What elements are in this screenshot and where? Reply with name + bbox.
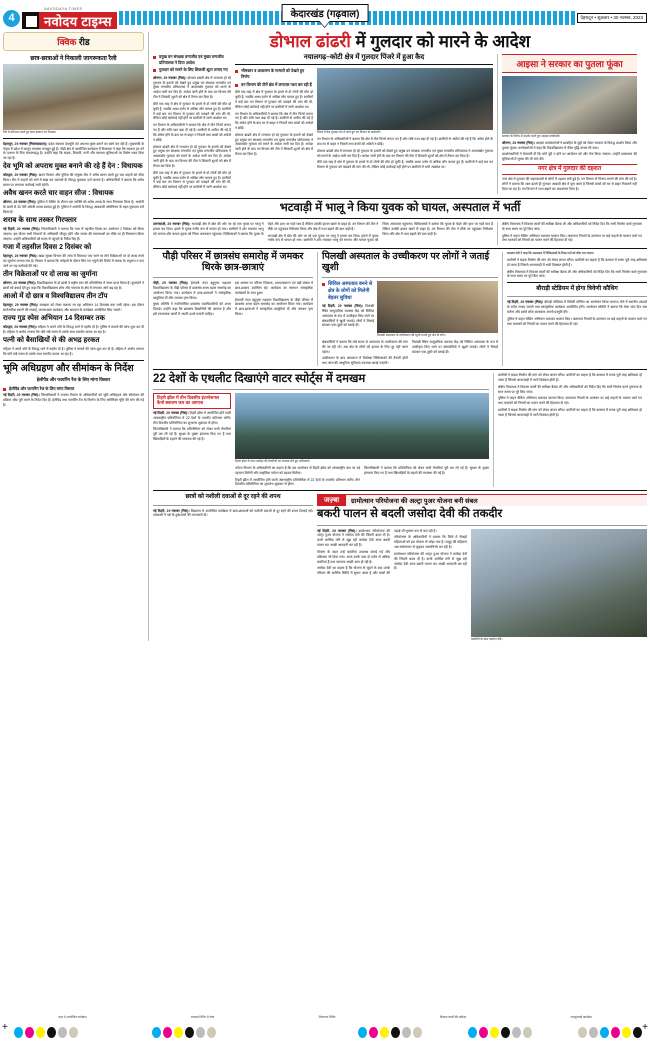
campus-headline[interactable]: पौड़ी परिसर में छात्रसंघ समारोह में जमकर थिरके छात्र-छात्राएं bbox=[162, 251, 304, 274]
color-registration-dots bbox=[0, 1022, 650, 1039]
reg-dot-magenta bbox=[163, 1027, 172, 1038]
campus-dateline: पौड़ी, 29 नवम्बर (निसं)। bbox=[153, 281, 189, 286]
left-story-1-headline[interactable]: अवैध खनन करते चार वाहन सीज : विधायक bbox=[3, 189, 114, 197]
aisa-body-1: प्रदर्शनकारियों ने चेतावनी दी कि मांगें पूरी न होने पर आंदोलन को और तेज किया जाएगा। उन्होंने छात्रावास की सुविधाओं में सुधार की भी मांग की। bbox=[502, 152, 637, 162]
hospital-bullets bbox=[322, 281, 374, 302]
right-rail-text-1 bbox=[507, 258, 647, 279]
sports-body-1: जिलाधिकारी ने बताया कि प्रतियोगिता को लेकर सभी तैयारियां पूरी कर ली गई हैं। सुरक्षा के पुख्ता इंतजाम किए गए हैं तथा खिलाड़ियों के ठहरने की व्यवस्था की गई है। bbox=[153, 427, 231, 442]
lead-col2-0: बीते एक माह में क्षेत्र में गुलदार के हमले से दो लोगों की मौत हो चुकी है, जबकि आधा दर्जन से अधिक लोग घायल हुए हैं। ग्रामीणों ने कई बार वन विभाग से गुलदार को पकड़ने की मांग की थी, लेकिन कोई कार्रवाई नहीं होने पर ग्रामीणों में भारी आक्रोश था। bbox=[235, 90, 313, 109]
footer-note: शहर में आयोजित कार्यक्रम bbox=[58, 1015, 87, 1019]
left-story-2-text bbox=[3, 200, 144, 214]
reg-dot-black bbox=[185, 1027, 194, 1038]
feature-photo bbox=[471, 529, 647, 637]
right-rail-text-2 bbox=[498, 373, 642, 418]
reg-dot-black bbox=[633, 1027, 642, 1038]
reg-dot-black bbox=[391, 1027, 400, 1038]
edition-tab: केदारखंड (गढ़वाल) bbox=[282, 4, 369, 22]
masthead-dateline: देहरादून • शुक्रवार • 30 नवम्बर, 2023 bbox=[577, 13, 648, 23]
aisa-headline[interactable]: आइसा ने सरकार का पुतला फूंका bbox=[516, 59, 623, 70]
left-story-5-body: विश्वविद्यालय के दो छात्रों ने राष्ट्रीय स्तर की प्रतियोगिता में स्थान प्राप्त किया है। कुलपति ने छात्रों को बधाई देते हुए कहा कि विश्वविद्यालय शोध और नवाचार के क्षेत्र में लगातार आगे बढ़ रहा है। bbox=[3, 280, 144, 290]
hospital-text-a bbox=[322, 304, 374, 328]
aisa-text bbox=[502, 141, 637, 162]
aisa-body-0: आइसा कार्यकर्ताओं ने छात्रहित के मुद्दों को लेकर सरकार के विरुद्ध प्रदर्शन किया और पुतला फूंका। कार्यकर्ताओं ने कहा कि विश्वविद्यालय में फीस वृद्धि वापस ली जाए। bbox=[502, 140, 637, 150]
sports-photo-caption: टिहरी झील में वाटर स्पोर्ट्स की तैयारियों का जायजा लेते हुए अधिकारी। bbox=[235, 459, 311, 464]
logo-text: नवोदय टाइम्स bbox=[39, 12, 117, 29]
right-rail-text-0 bbox=[502, 222, 642, 243]
lead-headline-black: में गुलदार को मारने के आदेश bbox=[355, 32, 531, 51]
left-story-8-text bbox=[3, 347, 144, 357]
reg-dot-magenta bbox=[611, 1027, 620, 1038]
reg-dot-cyan bbox=[358, 1027, 367, 1038]
quick-read-label-black: रीड bbox=[78, 37, 90, 47]
pledge-headline[interactable]: छात्रों को नशीली दवाओं से दूर रहने की शपथ bbox=[185, 494, 281, 501]
lead-col2-1: वन विभाग के अधिकारियों ने बताया कि क्षेत्र में तीन पिंजरे लगाए गए हैं और रात्रि गश्त बढ़ा दी गई है। ग्रामीणों से अपील की गई है कि अंधेरा होने के बाद घर से बाहर न निकलें तथा बच्चों को अकेले न छोड़ें। bbox=[235, 111, 313, 130]
left-story-3-headline[interactable]: गजा में तहसील दिवस 2 दिसंबर को bbox=[3, 243, 92, 251]
left-story-4-text bbox=[3, 254, 144, 268]
lead-col3-0: वन विभाग के अधिकारियों ने बताया कि क्षेत्र में तीन पिंजरे लगाए गए हैं और रात्रि गश्त बढ़ा दी गई है। ग्रामीणों से अपील की गई है कि अंधेरा होने के बाद घर से बाहर न निकलें तथा बच्चों को अकेले न छोड़ें। bbox=[317, 137, 493, 146]
logo-tagline: NAVODAYA TIMES bbox=[44, 7, 83, 11]
feature-body-4: ग्रामोत्थान परियोजना की अल्ट्रा पुअर योजना ने जसोदा देवी की जिंदगी बदल दी है। कभी आर्थिक तंगी से जूझ रही जसोदा देवी आज बकरी पालन कर अच्छी आमदनी कर रही हैं। bbox=[394, 551, 467, 571]
land-acquisition-bullets bbox=[3, 386, 144, 392]
reg-dot-grey bbox=[512, 1027, 521, 1038]
land-acquisition-text bbox=[3, 393, 144, 407]
left-story-7-text bbox=[3, 325, 144, 335]
reg-dot-black bbox=[47, 1027, 56, 1038]
bullet-item: हेलीपैड और फायरिंग रेंज के लिए मांगा विस्तार bbox=[3, 386, 144, 392]
hospital-photo-caption: पिलखी अस्पताल के उच्चीकरण की खुशी मनाते हुए क्षेत्र के लोग। bbox=[377, 333, 446, 338]
pledge-dateline: नई टिहरी, 29 नवम्बर (निसं)। bbox=[153, 508, 190, 513]
left-story-3-text bbox=[3, 227, 144, 241]
aisa-photo bbox=[502, 76, 637, 134]
reg-dot-grey bbox=[402, 1027, 411, 1038]
reg-dot-magenta bbox=[479, 1027, 488, 1038]
left-story-0-headline[interactable]: देव भूमि को अपराध मुक्त बनाने की रहे हैं देन : विधायक bbox=[3, 163, 143, 171]
sports-banner-box bbox=[153, 393, 231, 409]
hospital-dateline: नई टिहरी, 29 नवम्बर (निसं)। bbox=[322, 304, 363, 309]
lead-body-2: वन विभाग के अधिकारियों ने बताया कि क्षेत्र में तीन पिंजरे लगाए गए हैं और रात्रि गश्त बढ़ा दी गई है। ग्रामीणों से अपील की गई है कि अंधेरा होने के बाद घर से बाहर न निकलें तथा बच्चों को अकेले न छोड़ें। bbox=[153, 123, 231, 142]
land-acquisition-subhead: हेलीपैड और फायरिंग रेंज के लिए मांगा विस्तार bbox=[36, 376, 111, 382]
reg-dot-black bbox=[501, 1027, 510, 1038]
lead-para-0 bbox=[153, 76, 231, 190]
pledge-text bbox=[153, 509, 313, 519]
left-story-7-body-cont: महिला ने अपने पति के विरुद्ध थाने में तहरीर दी है। पुलिस ने मामले की जांच शुरू कर दी है। महिला ने आरोप लगाया कि पति लंबे समय से उसके साथ मारपीट करता आ रहा है। bbox=[3, 347, 144, 356]
footer-note: विकास कार्यों की समीक्षा bbox=[439, 1015, 467, 1019]
hospital-headline[interactable]: पिलखी अस्पताल के उच्चीकरण पर लोगों ने जताई खुशी bbox=[322, 251, 490, 274]
lead-col2-2: डोभाल ढांढरी क्षेत्र में लगातार हो रहे गुलदार के हमलों को देखते हुए प्रमुख वन संरक्षक वन्यजीव एवं मुख्य वन्यजीव प्रतिपालक ने आदमखोर गुलदार को मारने के आदेश जारी कर दिए हैं। आदेश जारी होने के बाद वन विभाग की टीम ने शिकारी शूटरों को क्षेत्र में तैनात कर दिया है। bbox=[235, 132, 313, 157]
bear-body-1: भटवाड़ी क्षेत्र में खेत की ओर जा रहे एक युवक पर भालू ने हमला कर दिया। हमले में युवक गंभीर रूप से घायल हो गया। ग्रामीणों ने शोर मचाकर भालू को भगाया और घायल युवक को जिला अस्पताल पहुंचाया। चिकित्सकों ने बताया कि युवक के चेहरे और हाथ पर गहरे घाव हैं लेकिन उसकी हालत खतरे से बाहर है। वन विभाग की टीम ने मौके पर पहुंचकर निरीक्षण किया और क्षेत्र में गश्त बढ़ाने की बात कही है। bbox=[267, 221, 493, 243]
right-rail-body-8: ग्रामीणों ने सड़क निर्माण की मांग को लेकर ज्ञापन सौंपा। ग्रामीणों का कहना है कि बरसात में रास्ता पूरी तरह क्षतिग्रस्त हो जाता है जिससे आवाजाही में भारी दिक्कत होती है। bbox=[498, 408, 642, 417]
lead-photo-caption: पिंजरे में कैद गुलदार को ले जाते हुए वन विभाग के कर्मचारी। bbox=[317, 130, 381, 135]
stadium-headline[interactable]: बौराड़ी स्टेडियम में होगा त्रिवेणी कौथिग bbox=[536, 286, 618, 293]
campus-body-2: इस अवसर पर परिसर निदेशक, प्राध्यापकगण एवं बड़ी संख्या में छात्र-छात्राएं उपस्थित रहे। कार्यक्रम का समापन सांस्कृतिक कार्यक्रमों के साथ हुआ। bbox=[235, 281, 313, 295]
lead-body-4: बीते एक माह में क्षेत्र में गुलदार के हमले से दो लोगों की मौत हो चुकी है, जबकि आधा दर्जन से अधिक लोग घायल हुए हैं। ग्रामीणों ने कई बार वन विभाग से गुलदार को पकड़ने की मांग की थी, लेकिन कोई कार्रवाई नहीं होने पर ग्रामीणों में भारी आक्रोश था। bbox=[153, 170, 231, 190]
sports-body-0: टिहरी झील में आयोजित होने वाली अंतरराष्ट्रीय प्रतियोगिता में 22 देशों के एथलीट प्रतिभाग करेंगे। तीन दिवसीय प्रतियोगिता का शुभारंभ शुक्रवार से होगा। bbox=[153, 410, 231, 425]
lead-headline-red: डोभाल ढांढरी bbox=[269, 32, 351, 51]
feature-photo-caption: बकरियों के साथ जसोदा देवी। bbox=[471, 636, 503, 641]
lead-col3-text bbox=[317, 137, 493, 170]
feature-body-1: योजना के तहत उन्हें बकरियां उपलब्ध कराई गईं और प्रशिक्षण भी दिया गया। आज उनके पास दो दर्जन से अधिक बकरियां हैं तथा सालाना अच्छी आय हो रही है। bbox=[317, 549, 390, 564]
sports-body-3: टिहरी झील में आयोजित होने वाली अंतरराष्ट्रीय प्रतियोगिता में 22 देशों के एथलीट प्रतिभाग करेंगे। तीन दिवसीय प्रतियोगिता का शुभारंभ शुक्रवार से होगा। bbox=[235, 477, 360, 487]
publication-logo[interactable] bbox=[22, 7, 117, 29]
left-story-2-dateline: श्रीनगर, 29 नवम्बर (निसं)। bbox=[3, 200, 37, 205]
bullet-item: गुलदार को मारने के लिए शिकारी शूटर लगाए गए bbox=[153, 67, 231, 73]
right-rail-body-7: पुलिस ने वाहन चेकिंग अभियान चलाकर चालान किए। यातायात नियमों के उल्लंघन पर कई वाहनों के चालान काटे गए तथा चालकों को नियमों का पालन करने की हिदायत दी गई। bbox=[498, 396, 642, 406]
aisa-sub-text bbox=[502, 177, 637, 191]
left-story-5-headline[interactable]: आओ में दो छात्र व विश्वविद्यालय तीन टॉप bbox=[3, 292, 108, 300]
lead-col3-1: डोभाल ढांढरी क्षेत्र में लगातार हो रहे गुलदार के हमलों को देखते हुए प्रमुख वन संरक्षक वन्यजीव एवं मुख्य वन्यजीव प्रतिपालक ने आदमखोर गुलदार को मारने के आदेश जारी कर दिए हैं। आदेश जारी होने के बाद वन विभाग की टीम ने शिकारी शूटरों को क्षेत्र में तैनात कर दिया है। bbox=[317, 148, 493, 158]
left-story-0-text bbox=[3, 142, 144, 161]
right-rail-body-6: क्षेत्रीय विधायक ने विकास कार्यों की समीक्षा बैठक ली और अधिकारियों को निर्देश दिए कि सभी निर्माण कार्य गुणवत्ता के साथ समय पर पूरे किए जाएं। bbox=[498, 384, 642, 394]
reg-dot-cyan bbox=[468, 1027, 477, 1038]
quick-read-label-red: क्विक bbox=[57, 37, 77, 47]
right-rail-body-2: ग्रामीणों ने सड़क निर्माण की मांग को लेकर ज्ञापन सौंपा। ग्रामीणों का कहना है कि बरसात में रास्ता पूरी तरह क्षतिग्रस्त हो जाता है जिससे आवाजाही में भारी दिक्कत होती है। bbox=[507, 257, 647, 267]
quick-read-subhead: छात्र-छात्राओं ने निकाली जागरूकता रैली bbox=[30, 56, 117, 62]
sports-text-b bbox=[235, 466, 489, 487]
reg-dot-tan bbox=[413, 1027, 422, 1038]
page-grid bbox=[0, 32, 650, 641]
left-column bbox=[3, 32, 149, 641]
land-acquisition-headline[interactable]: भूमि अधिग्रहण और सीमांकन के निर्देश bbox=[3, 362, 134, 374]
land-acquisition-dateline: नई टिहरी, 29 नवम्बर (निसं)। bbox=[3, 393, 40, 398]
registration-cross-left: + bbox=[2, 1022, 8, 1033]
land-acquisition-body: जिलाधिकारी ने राजस्व विभाग के अधिकारियों को भूमि अधिग्रहण और सीमांकन की प्रक्रिया शीघ्र पूरी करने के निर्देश दिए हैं। हेलीपैड तथा फायरिंग रेंज के निर्माण के लिए अतिरिक्त भूमि की मांग की गई है। bbox=[3, 393, 144, 407]
right-rail-body-5: ग्रामीणों ने सड़क निर्माण की मांग को लेकर ज्ञापन सौंपा। ग्रामीणों का कहना है कि बरसात में रास्ता पूरी तरह क्षतिग्रस्त हो जाता है जिससे आवाजाही में भारी दिक्कत होती है। bbox=[498, 373, 642, 382]
decorative-bar-right bbox=[349, 11, 575, 25]
reg-dot-cyan bbox=[600, 1027, 609, 1038]
bear-dateline: उत्तरकाशी, 29 नवम्बर (निसं)। bbox=[153, 221, 191, 226]
reg-dot-grey bbox=[196, 1027, 205, 1038]
lead-bullets-left bbox=[153, 54, 231, 73]
right-rail-body-1: पुलिस ने वाहन चेकिंग अभियान चलाकर चालान किए। यातायात नियमों के उल्लंघन पर कई वाहनों के चालान काटे गए तथा चालकों को नियमों का पालन करने की हिदायत दी गई। bbox=[502, 233, 642, 243]
reg-dot-yellow bbox=[36, 1027, 45, 1038]
bullet-item: वन विभाग की टीमें क्षेत्र में लगातार गश्त कर रही हैं bbox=[235, 82, 313, 88]
stadium-body: बौराड़ी स्टेडियम में त्रिवेणी कौथिग का आयोजन किया जाएगा। मेले में स्थानीय उत्पादों के स्टॉल लगाए जाएंगे तथा सांस्कृतिक कार्यक्रम आयोजित होंगे। आयोजन समिति ने बताया कि मेला पांच दिन तक चलेगा और इसमें लोक कलाकार अपनी प्रस्तुति देंगे। bbox=[507, 300, 647, 315]
campus-text bbox=[153, 281, 313, 319]
campus-body-3: हेमवती नंदन बहुगुणा गढ़वाल विश्वविद्यालय के पौड़ी परिसर में छात्रसंघ शपथ ग्रहण समारोह का आयोजन किया गया। कार्यक्रम में छात्र-छात्राओं ने सांस्कृतिक प्रस्तुतियां दीं और जमकर नृत्य किया। bbox=[235, 297, 313, 317]
stadium-dateline: नई टिहरी, 29 नवम्बर (निसं)। bbox=[507, 300, 544, 305]
sports-headline[interactable]: 22 देशों के एथलीट दिखाएंगे वाटर स्पोर्ट्स में दमखम bbox=[153, 373, 366, 386]
reg-dot-yellow bbox=[380, 1027, 389, 1038]
footer-notes bbox=[0, 1013, 650, 1019]
feature-body-2: जसोदा देवी का कहना है कि योजना से जुड़ने के बाद उनके परिवार की आर्थिक स्थिति में सुधार आया है और बच्चों की पढ़ाई भी सुचारू रूप से चल रही है। bbox=[317, 528, 437, 576]
reg-dot-tan bbox=[207, 1027, 216, 1038]
left-story-4-body: खाद्य सुरक्षा विभाग की जांच में मिलावट पाए जाने पर तीन विक्रेताओं पर दो लाख रुपये का जुर्माना लगाया गया है। विभाग ने बताया कि त्योहारों के दौरान लिए गए नमूनों की रिपोर्ट में मानक के अनुरूप न पाए जाने पर यह कार्रवाई की गई। bbox=[3, 254, 144, 268]
sports-body-2: पर्यटन विभाग के अधिकारियों का कहना है कि इस आयोजन से टिहरी झील को अंतरराष्ट्रीय स्तर पर नई पहचान मिलेगी और साहसिक पर्यटन को बढ़ावा मिलेगा। bbox=[235, 466, 360, 475]
feature-body-3: परियोजना के अधिकारियों ने बताया कि जिले में सैकड़ों महिलाओं को इस योजना से जोड़ा गया है। समूह की महिलाएं अब स्वरोजगार से जुड़कर आत्मनिर्भर बन रही हैं। bbox=[394, 535, 467, 550]
campus-body-0: हेमवती नंदन बहुगुणा गढ़वाल विश्वविद्यालय के पौड़ी परिसर में छात्रसंघ शपथ ग्रहण समारोह का आयोजन किया गया। कार्यक्रम में छात्र-छात्राओं ने सांस्कृतिक प्रस्तुतियां दीं और जमकर नृत्य किया। bbox=[153, 281, 231, 300]
page-number: 4 bbox=[3, 10, 20, 27]
sports-text-a bbox=[153, 411, 231, 442]
left-story-6-dateline: देहरादून, 29 नवम्बर (निसं)। bbox=[3, 303, 39, 307]
lead-body-1: बीते एक माह में क्षेत्र में गुलदार के हमले से दो लोगों की मौत हो चुकी है, जबकि आधा दर्जन से अधिक लोग घायल हुए हैं। ग्रामीणों ने कई बार वन विभाग से गुलदार को पकड़ने की मांग की थी, लेकिन कोई कार्रवाई नहीं होने पर ग्रामीणों में भारी आक्रोश था। bbox=[153, 101, 231, 121]
lead-headline[interactable] bbox=[153, 32, 647, 51]
reg-dot-tan bbox=[69, 1027, 78, 1038]
reg-dot-tan bbox=[523, 1027, 532, 1038]
hospital-body-0: पिलखी स्थित सामुदायिक स्वास्थ्य केंद्र को सिविल अस्पताल के रूप में उच्चीकृत किए जाने पर क्षेत्रवासियों ने खुशी जताई। लोगों ने मिठाई बांटकर एक-दूसरे को बधाई दी। bbox=[322, 304, 374, 328]
left-story-5-text bbox=[3, 281, 144, 291]
hospital-blue-sub: सिविल अस्पताल बनने से क्षेत्र के लोगों को मिलेगी बेहतर सुविधा bbox=[322, 281, 374, 302]
masthead bbox=[0, 0, 650, 32]
hospital-photo bbox=[377, 281, 498, 333]
footer-note: जनसुनवाई कार्यक्रम bbox=[570, 1015, 592, 1019]
lead-subhead[interactable]: नयालगढ़–कोटी क्षेत्र में गुलदार पिंजरे में हुआ कैद bbox=[235, 54, 493, 65]
lead-body-3: डोभाल ढांढरी क्षेत्र में लगातार हो रहे गुलदार के हमलों को देखते हुए प्रमुख वन संरक्षक वन्यजीव एवं मुख्य वन्यजीव प्रतिपालक ने आदमखोर गुलदार को मारने के आदेश जारी कर दिए हैं। आदेश जारी होने के बाद वन विभाग की टीम ने शिकारी शूटरों को क्षेत्र में तैनात कर दिया है। bbox=[153, 144, 231, 168]
footer-note: स्वास्थ्य शिविर में जांच bbox=[190, 1015, 215, 1019]
main-content-area bbox=[149, 32, 647, 641]
right-rail-body-3: क्षेत्रीय विधायक ने विकास कार्यों की समीक्षा बैठक ली और अधिकारियों को निर्देश दिए कि सभी निर्माण कार्य गुणवत्ता के साथ समय पर पूरे किए जाएं। bbox=[507, 269, 647, 279]
right-rail-body-0: क्षेत्रीय विधायक ने विकास कार्यों की समीक्षा बैठक ली और अधिकारियों को निर्देश दिए कि सभी निर्माण कार्य गुणवत्ता के साथ समय पर पूरे किए जाएं। bbox=[502, 221, 642, 231]
left-story-2-headline[interactable]: शराब के साथ तस्कर गिरफ्तार bbox=[3, 216, 77, 224]
reg-dot-grey bbox=[58, 1027, 67, 1038]
feature-headline[interactable]: बकरी पालन से बदली जसोदा देवी की तकदीर bbox=[317, 508, 503, 521]
left-story-5-dateline: श्रीनगर, 29 नवम्बर (निसं)। bbox=[3, 280, 36, 285]
reg-dot-magenta bbox=[25, 1027, 34, 1038]
aisa-photo-caption: सरकार के विरोध में प्रदर्शन करते हुए आइसा कार्यकर्ता। bbox=[502, 134, 561, 139]
sports-dateline: नई टिहरी, 29 नवम्बर (निसं)। bbox=[153, 410, 189, 415]
left-story-3-dateline: नई टिहरी, 29 नवम्बर (निसं)। bbox=[3, 227, 40, 232]
reg-dot-cyan bbox=[152, 1027, 161, 1038]
left-story-7-body: महिला ने अपने पति के विरुद्ध थाने में तहरीर दी है। पुलिस ने मामले की जांच शुरू कर दी है। महिला ने आरोप लगाया कि पति लंबे समय से उसके साथ मारपीट करता आ रहा है। bbox=[3, 325, 144, 334]
hospital-body-3: पिलखी स्थित सामुदायिक स्वास्थ्य केंद्र को सिविल अस्पताल के रूप में उच्चीकृत किए जाने पर क्षेत्रवासियों ने खुशी जताई। लोगों ने मिठाई बांटकर एक-दूसरे को बधाई दी। bbox=[412, 339, 498, 354]
pledge-body: विद्यालय में आयोजित कार्यक्रम में छात्र-छात्राओं को नशीली दवाओं से दूर रहने की शपथ दिलाई गई। वक्ताओं ने नशे के दुष्प्रभावों की जानकारी दी। bbox=[153, 508, 314, 518]
left-story-7-headline[interactable]: पत्नी को बैसाखियों से की अभद्र हरकत bbox=[3, 336, 100, 344]
feature-body-0: ग्रामोत्थान परियोजना की अल्ट्रा पुअर योजना ने जसोदा देवी की जिंदगी बदल दी है। कभी आर्थिक तंगी से जूझ रही जसोदा देवी आज बकरी पालन कर अच्छी आमदनी कर रही हैं। bbox=[317, 528, 390, 548]
feature-tag-row bbox=[317, 494, 647, 506]
reg-dot-tan bbox=[578, 1027, 587, 1038]
footer-note: निस्तारण शिविर bbox=[318, 1015, 336, 1019]
registration-cross-right: + bbox=[642, 1022, 648, 1033]
feature-tag-line: ग्रामोत्थान परियोजना की अल्ट्रा पुअर योजना बनी संबल bbox=[351, 498, 478, 506]
reg-dot-yellow bbox=[490, 1027, 499, 1038]
left-story-0-body: प्रदेश सरकार देवभूमि को अपराध मुक्त बनाने का कार्य कर रही है। मुख्यमंत्री के नेतृत्व में प्रदेश में कानून व्यवस्था मजबूत हुई है। पौड़ी क्षेत्र में आयोजित कार्यक्रम में विधायक ने कहा कि सरकार हर वर्ग के उत्थान के लिए संकल्पबद्ध है। उन्होंने कहा कि सड़क, बिजली, पानी और स्वास्थ्य सुविधाओं पर विशेष ध्यान दिया जा रहा है। bbox=[3, 141, 144, 161]
right-rail-body-4: पुलिस ने वाहन चेकिंग अभियान चलाकर चालान किए। यातायात नियमों के उल्लंघन पर कई वाहनों के चालान काटे गए तथा चालकों को नियमों का पालन करने की हिदायत दी गई। bbox=[507, 316, 647, 326]
hospital-body-2: उच्चीकरण के बाद अस्पताल में विशेषज्ञ चिकित्सकों की तैनाती होगी तथा जांच की आधुनिक सुविधाएं उपलब्ध कराई जाएंगी। bbox=[322, 356, 408, 366]
stadium-text bbox=[507, 300, 647, 326]
bear-headline[interactable]: भटवाड़ी में भालू ने किया युवक को घायल, अस्पताल में भर्ती bbox=[279, 201, 521, 214]
hospital-body-1: क्षेत्रवासियों ने बताया कि लंबे समय से अस्पताल के उच्चीकरण की मांग की जा रही थी। अब क्षेत्र के लोगों को इलाज के लिए दूर नहीं जाना पड़ेगा। bbox=[322, 339, 408, 354]
left-story-3-body: जिलाधिकारी ने बताया कि गजा में तहसील दिवस का आयोजन 2 दिसंबर को किया जाएगा। इस दौरान सभी विभागों के अधिकारी मौजूद रहेंगे और जनता की समस्याओं का मौके पर ही निस्तारण किया जाएगा। उन्होंने अधिकारियों को समय से पहुंचने के निर्देश दिए हैं। bbox=[3, 227, 144, 241]
left-story-2-body: पुलिस ने चेकिंग के दौरान एक व्यक्ति को अवैध शराब के साथ गिरफ्तार किया है। आरोपी के कब्जे से 30 पेटी अंग्रेजी शराब बरामद हुई है। पुलिस ने आरोपी के विरुद्ध आबकारी अधिनियम के तहत मुकदमा दर्ज किया है। bbox=[3, 200, 144, 214]
logo-mark-icon bbox=[22, 12, 39, 29]
sports-photo bbox=[235, 393, 489, 459]
left-story-4-headline[interactable]: तीन विक्रेताओं पर दो लाख का जुर्माना bbox=[3, 270, 98, 278]
lead-col3-2: बीते एक माह में क्षेत्र में गुलदार के हमले से दो लोगों की मौत हो चुकी है, जबकि आधा दर्जन से अधिक लोग घायल हुए हैं। ग्रामीणों ने कई बार वन विभाग से गुलदार को पकड़ने की मांग की थी, लेकिन कोई कार्रवाई नहीं होने पर ग्रामीणों में भारी आक्रोश था। bbox=[317, 160, 493, 170]
feature-tag: जज़्बा bbox=[317, 495, 346, 506]
hospital-side-note: स्वास्थ्य मंत्री ने कहा कि अस्पताल में चिकित्सकों के रिक्त पदों को शीघ्र भरा जाएगा bbox=[507, 251, 594, 256]
left-story-6-headline[interactable]: राज्य गुड स्पेस अभियान 14 दिसम्बर तक bbox=[3, 314, 105, 322]
lead-bullets-right bbox=[235, 68, 313, 87]
reg-dot-yellow bbox=[622, 1027, 631, 1038]
left-story-0-dateline: देहरादून, 29 नवम्बर (निसंवाददाता)। bbox=[3, 141, 48, 146]
left-story-4-dateline: देहरादून, 29 नवम्बर (निसं)। bbox=[3, 254, 38, 259]
quick-read-box bbox=[3, 32, 144, 51]
bullet-item: प्रमुख वन संरक्षक वन्यजीव एवं मुख्य वन्यजीव प्रतिपालक ने दिया आदेश bbox=[153, 54, 231, 65]
feature-text bbox=[317, 529, 467, 576]
reg-dot-magenta bbox=[369, 1027, 378, 1038]
left-story-7-dateline: कोटद्वार, 29 नवम्बर (निसं)। bbox=[3, 325, 37, 330]
sports-body-4: जिलाधिकारी ने बताया कि प्रतियोगिता को लेकर सभी तैयारियां पूरी कर ली गई हैं। सुरक्षा के पुख्ता इंतजाम किए गए हैं तथा खिलाड़ियों के ठहरने की व्यवस्था की गई है। bbox=[364, 466, 489, 475]
registration-strip bbox=[0, 1013, 650, 1043]
lead-body-0: डोभाल ढांढरी क्षेत्र में लगातार हो रहे गुलदार के हमलों को देखते हुए प्रमुख वन संरक्षक वन्यजीव एवं मुख्य वन्यजीव प्रतिपालक ने आदमखोर गुलदार को मारने के आदेश जारी कर दिए हैं। आदेश जारी होने के बाद वन विभाग की टीम ने शिकारी शूटरों को क्षेत्र में तैनात कर दिया है। bbox=[153, 75, 231, 100]
lead-photo bbox=[317, 68, 493, 130]
reg-dot-cyan bbox=[14, 1027, 23, 1038]
feature-dateline: नई टिहरी, 29 नवम्बर (निसं)। bbox=[317, 528, 357, 533]
hospital-text-b bbox=[322, 340, 498, 366]
bear-body-0: भटवाड़ी क्षेत्र में खेत की ओर जा रहे एक युवक पर भालू ने हमला कर दिया। हमले में युवक गंभीर रूप से घायल हो गया। ग्रामीणों ने शोर मचाकर भालू को भगाया और घायल युवक को जिला अस्पताल पहुंचाया। चिकित्सकों ने बताया कि युवक के चेहरे और हाथ पर गहरे घाव हैं लेकिन उसकी हालत खतरे से बाहर है। वन विभाग की टीम ने मौके पर पहुंचकर निरीक्षण किया और क्षेत्र में गश्त बढ़ाने की बात कही है। bbox=[153, 221, 379, 236]
left-story-1-dateline: कोटद्वार, 29 नवम्बर (निसं)। bbox=[3, 173, 38, 178]
quick-read-photo bbox=[3, 64, 144, 130]
campus-body-1: मुख्य अतिथि ने नवनिर्वाचित छात्रसंघ पदाधिकारियों को शपथ दिलाई। उन्होंने कहा कि छात्रसंघ विद्यार्थियों की आवाज है और इसे रचनात्मक कार्यों में अपनी ऊर्जा लगानी चाहिए। bbox=[153, 302, 231, 317]
aisa-sub-headline[interactable]: नगर क्षेत्र में गुलदार की दहशत bbox=[502, 164, 637, 175]
lead-dateline: श्रीनगर, 29 नवम्बर (निसं)। bbox=[153, 75, 187, 80]
bear-text bbox=[153, 222, 493, 243]
aisa-dateline: श्रीनगर, 29 नवम्बर (निसं)। bbox=[502, 140, 535, 145]
left-story-1-text bbox=[3, 173, 144, 187]
aisa-sub-body: नगर क्षेत्र में गुलदार की चहलकदमी से लोगों में दहशत बनी हुई है। वन विभाग से पिंजरा लगाने की मांग की गई है। लोगों ने बताया कि शाम ढलते ही गुलदार आबादी क्षेत्र में घुस आता है जिससे बच्चों को घर से बाहर निकलने नहीं दिया जा रहा है। वन विभाग ने गश्त बढ़ाने का आश्वासन दिया है। bbox=[502, 177, 637, 191]
left-story-6-body: स्वच्छता को लेकर चलाया जा रहा अभियान 14 दिसम्बर तक जारी रहेगा। इस दौरान सार्वजनिक स्थानों की सफाई, जागरूकता कार्यक्रम और श्रमदान के कार्यक्रम आयोजित किए जाएंगे। bbox=[3, 303, 144, 312]
lead-col2-text bbox=[235, 90, 313, 157]
sports-banner: टिहरी झील में तीन दिवसीय इंटरनेशनल कैनो स्लालम कप का आगाज bbox=[157, 395, 219, 406]
quick-read-photo-caption: रैली में प्रतिभाग करते हुए छात्र-छात्राएं एवं शिक्षक। bbox=[3, 130, 57, 134]
left-story-1-body: खनन विभाग और पुलिस की संयुक्त टीम ने अवैध खनन करते हुए चार वाहनों को सीज किया। टीम ने वाहनों को थाने में खड़ा कर चालकों के विरुद्ध मुकदमा दर्ज कराया है। अधिकारियों ने बताया कि अवैध खनन पर लगातार कार्रवाई जारी रहेगी। bbox=[3, 173, 144, 188]
bullet-item: भीमकार व आक्रमण के मामलों को देखते हुए निर्णय bbox=[235, 68, 313, 79]
reg-dot-grey bbox=[589, 1027, 598, 1038]
reg-dot-yellow bbox=[174, 1027, 183, 1038]
aisa-band bbox=[502, 54, 637, 73]
left-story-6-text bbox=[3, 303, 144, 313]
